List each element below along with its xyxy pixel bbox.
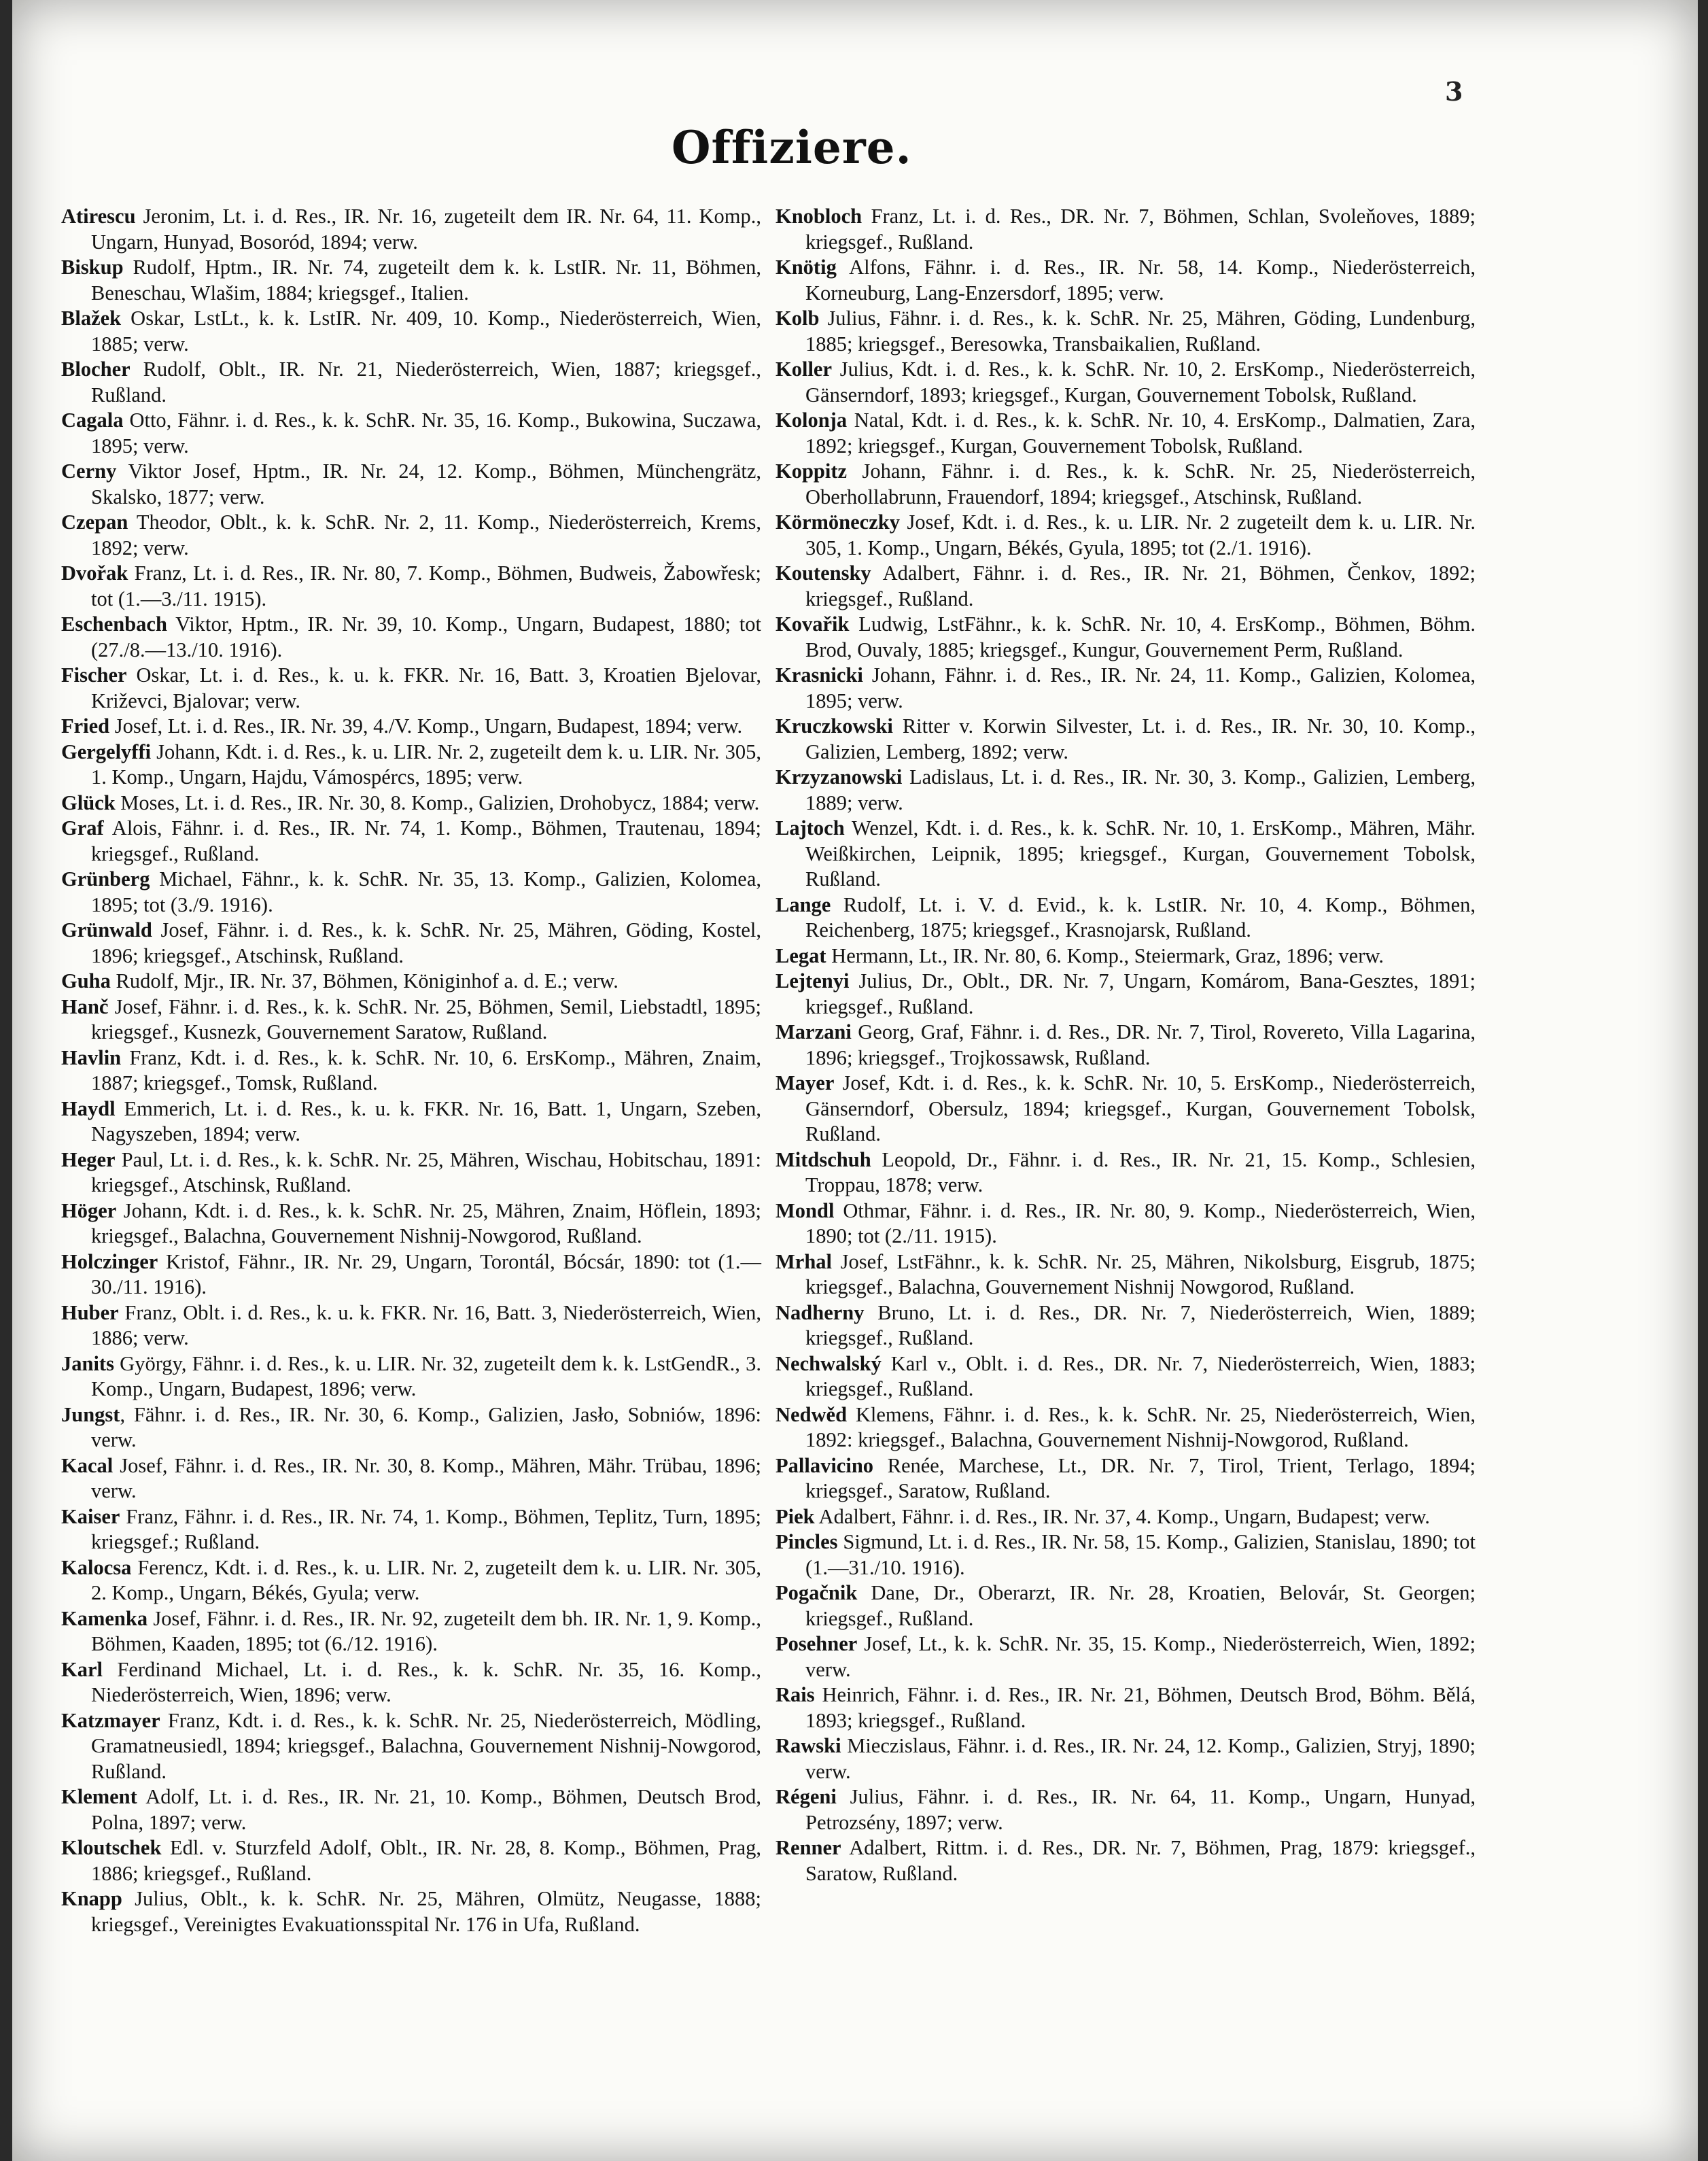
entry	[61, 459, 761, 510]
entry-details: Georg, Graf, Fähnr. i. d. Res., DR. Nr. 7, Tirol, Rovereto, Villa Lagarina, 1896; kriegsgef., Trojkossawsk, Rußland.	[805, 1020, 1476, 1069]
entry-details: Renée, Marchese, Lt., DR. Nr. 7, Tirol, Trient, Terlago, 1894; kriegsgef., Saratow, Rußland.	[805, 1453, 1476, 1502]
entry-details: Josef, Fähnr. i. d. Res., IR. Nr. 92, zugeteilt dem bh. IR. Nr. 1, 9. Komp., Böhmen, Kaaden, 1895; tot (6./12. 1916).	[91, 1606, 761, 1655]
entry	[775, 816, 1476, 893]
entry-details: Johann, Kdt. i. d. Res., k. u. LIR. Nr. 2, zugeteilt dem k. u. LIR. Nr. 305, 1. Komp., Ungarn, Hajdu, Vámospércs, 1895; verw.	[91, 740, 761, 789]
entry-surname: Régeni	[775, 1785, 837, 1808]
entry-surname: Jungst	[61, 1402, 120, 1426]
entry-details: Rudolf, Lt. i. V. d. Evid., k. k. LstIR. Nr. 10, 4. Komp., Böhmen, Reichenberg, 1875; kriegsgef., Krasnojarsk, Rußland.	[805, 893, 1476, 941]
entry	[61, 714, 761, 740]
entry	[61, 969, 761, 995]
entry-surname: Huber	[61, 1300, 119, 1324]
entry	[775, 357, 1476, 408]
entry-surname: Graf	[61, 816, 104, 840]
entry	[61, 1886, 761, 1937]
entry-details: Julius, Oblt., k. k. SchR. Nr. 25, Mähren, Olmütz, Neugasse, 1888; kriegsgef., Vereinigtes Evakuationsspital Nr. 176 in Ufa, Rußland.	[91, 1887, 761, 1936]
entry-surname: Atirescu	[61, 205, 136, 228]
entry-details: Adolf, Lt. i. d. Res., IR. Nr. 21, 10. Komp., Böhmen, Deutsch Brod, Polna, 1897; verw.	[91, 1785, 761, 1834]
entry	[775, 1300, 1476, 1351]
entry	[775, 1249, 1476, 1300]
entry-details: Josef, Fähnr. i. d. Res., IR. Nr. 30, 8. Komp., Mähren, Mähr. Trübau, 1896; verw.	[91, 1453, 761, 1502]
entry-details: Rudolf, Oblt., IR. Nr. 21, Niederösterreich, Wien, 1887; kriegsgef., Rußland.	[91, 358, 761, 407]
entry	[775, 1198, 1476, 1249]
entry	[61, 1351, 761, 1402]
page-number: 3	[1445, 76, 1463, 107]
entry-surname: Glück	[61, 791, 116, 814]
entry	[775, 561, 1476, 612]
entry-details: Johann, Fähnr. i. d. Res., k. k. SchR. Nr. 25, Niederösterreich, Oberhollabrunn, Frauendorf, 1894; kriegsgef., Atschinsk, Rußland.	[805, 460, 1476, 508]
entry	[61, 1300, 761, 1351]
entry-details: Rudolf, Hptm., IR. Nr. 74, zugeteilt dem k. k. LstIR. Nr. 11, Böhmen, Beneschau, Wlašim, 1884; kriegsgef., Italien.	[91, 256, 761, 305]
entry-surname: Biskup	[61, 256, 124, 279]
entry-details: Karl v., Oblt. i. d. Res., DR. Nr. 7, Niederösterreich, Wien, 1883; kriegsgef., Rußland.	[805, 1351, 1476, 1400]
entry-details: Franz, Kdt. i. d. Res., k. k. SchR. Nr. 10, 6. ErsKomp., Mähren, Znaim, 1887; kriegsgef., Tomsk, Rußland.	[91, 1045, 761, 1094]
entry-surname: Posehner	[775, 1632, 858, 1655]
entry-surname: Krzyzanowski	[775, 765, 903, 789]
entry	[775, 1351, 1476, 1402]
entry	[61, 1096, 761, 1147]
entry-details: , Fähnr. i. d. Res., IR. Nr. 30, 6. Komp., Galizien, Jasło, Sobniów, 1896: verw.	[91, 1402, 761, 1451]
entry-surname: Kovařik	[775, 612, 850, 636]
entry-surname: Mitdschuh	[775, 1147, 871, 1171]
entry	[775, 1147, 1476, 1198]
entry	[775, 1733, 1476, 1784]
entry-details: Ferdinand Michael, Lt. i. d. Res., k. k. SchR. Nr. 35, 16. Komp., Niederösterreich, Wien, 1896; verw.	[91, 1657, 761, 1706]
entry-surname: Knötig	[775, 256, 837, 279]
entry-details: Sigmund, Lt. i. d. Res., IR. Nr. 58, 15. Komp., Galizien, Stanislau, 1890; tot (1.—31./10. 1916).	[805, 1530, 1476, 1579]
entry	[61, 1835, 761, 1886]
entry-surname: Lajtoch	[775, 816, 845, 840]
entry-surname: Kaiser	[61, 1504, 120, 1528]
entry	[61, 1402, 761, 1453]
entry-details: Dane, Dr., Oberarzt, IR. Nr. 28, Kroatien, Belovár, St. Georgen; kriegsgef., Rußland.	[805, 1581, 1476, 1630]
entry	[775, 204, 1476, 255]
entry-surname: Dvořak	[61, 561, 128, 585]
entry	[775, 306, 1476, 357]
entry-details: Julius, Fähnr. i. d. Res., k. k. SchR. Nr. 25, Mähren, Göding, Lundenburg, 1885; kriegsgef., Beresowka, Transbaikalien, Rußland.	[805, 307, 1476, 356]
entry-details: Johann, Kdt. i. d. Res., k. k. SchR. Nr. 25, Mähren, Znaim, Höflein, 1893; kriegsgef., Balachna, Gouvernement Nishnij-Nowgorod, Rußland.	[91, 1198, 761, 1247]
entry-details: Josef, Lt., k. k. SchR. Nr. 35, 15. Komp., Niederösterreich, Wien, 1892; verw.	[805, 1632, 1476, 1681]
entry	[61, 306, 761, 357]
entry	[775, 663, 1476, 714]
entry-surname: Haydl	[61, 1096, 116, 1120]
entry-surname: Koller	[775, 358, 832, 381]
entry	[61, 1606, 761, 1657]
entry-surname: Kruczkowski	[775, 714, 893, 738]
entry-details: Mieczislaus, Fähnr. i. d. Res., IR. Nr. 24, 12. Komp., Galizien, Stryj, 1890; verw.	[805, 1734, 1476, 1783]
entry	[775, 1504, 1476, 1530]
entry-details: Alfons, Fähnr. i. d. Res., IR. Nr. 58, 14. Komp., Niederösterreich, Korneuburg, Lang-Enzersdorf, 1895; verw.	[805, 256, 1476, 305]
entry-details: Josef, Fähnr. i. d. Res., k. k. SchR. Nr. 25, Mähren, Göding, Kostel, 1896; kriegsgef., Atschinsk, Rußland.	[91, 918, 761, 967]
entry-surname: Pogačnik	[775, 1581, 858, 1604]
entry-details: Alois, Fähnr. i. d. Res., IR. Nr. 74, 1. Komp., Böhmen, Trautenau, 1894; kriegsgef., Rußland.	[91, 816, 761, 865]
entry-surname: Grünberg	[61, 867, 150, 891]
entry-details: Edl. v. Sturzfeld Adolf, Oblt., IR. Nr. 28, 8. Komp., Böhmen, Prag, 1886; kriegsgef., Rußland.	[91, 1836, 761, 1885]
entry	[775, 1020, 1476, 1071]
entry	[775, 459, 1476, 510]
entry-surname: Mondl	[775, 1198, 835, 1222]
entry-surname: Körmöneczky	[775, 511, 900, 534]
entry-details: Bruno, Lt. i. d. Res., DR. Nr. 7, Niederösterreich, Wien, 1889; kriegsgef., Rußland.	[805, 1300, 1476, 1349]
entry-details: Josef, LstFähnr., k. k. SchR. Nr. 25, Mähren, Nikolsburg, Eisgrub, 1875; kriegsgef., Balachna, Gouvernement Nishnij Nowgorod, Rußland.	[805, 1249, 1476, 1298]
entry	[775, 612, 1476, 663]
entry	[61, 204, 761, 255]
entry-details: Josef, Lt. i. d. Res., IR. Nr. 39, 4./V. Komp., Ungarn, Budapest, 1894; verw.	[109, 714, 743, 738]
entry-details: Ladislaus, Lt. i. d. Res., IR. Nr. 30, 3. Komp., Galizien, Lemberg, 1889; verw.	[805, 765, 1476, 814]
entry	[61, 1555, 761, 1606]
entry-details: Paul, Lt. i. d. Res., k. k. SchR. Nr. 25, Mähren, Wischau, Hobitschau, 1891: kriegsgef., Atschinsk, Rußland.	[91, 1147, 761, 1196]
entry	[775, 1580, 1476, 1631]
entry-surname: Nedwěd	[775, 1402, 848, 1426]
entry-details: Josef, Fähnr. i. d. Res., k. k. SchR. Nr. 25, Böhmen, Semil, Liebstadtl, 1895; kriegsgef., Kusnezk, Gouvernement Saratow, Rußland.	[91, 995, 761, 1043]
entry	[61, 663, 761, 714]
entry-details: György, Fähnr. i. d. Res., k. u. LIR. Nr. 32, zugeteilt dem k. k. LstGendR., 3. Komp., Ungarn, Budapest, 1896; verw.	[91, 1351, 761, 1400]
entry-details: Otto, Fähnr. i. d. Res., k. k. SchR. Nr. 35, 16. Komp., Bukowina, Suczawa, 1895; verw.	[91, 409, 761, 457]
entry-details: Josef, Kdt. i. d. Res., k. u. LIR. Nr. 2 zugeteilt dem k. u. LIR. Nr. 305, 1. Komp., Ungarn, Békés, Gyula, 1895; tot (2./1. 1916).	[805, 511, 1476, 559]
entry	[775, 944, 1476, 969]
entry-details: Othmar, Fähnr. i. d. Res., IR. Nr. 80, 9. Komp., Niederösterreich, Wien, 1890; tot (2./11. 1915).	[805, 1198, 1476, 1247]
entry-surname: Gergelyffi	[61, 740, 152, 763]
entry-surname: Klement	[61, 1785, 137, 1808]
entry	[775, 408, 1476, 459]
entry-details: Michael, Fähnr., k. k. SchR. Nr. 35, 13. Komp., Galizien, Kolomea, 1895; tot (3./9. 1916).	[91, 867, 761, 916]
entry-surname: Czepan	[61, 511, 128, 534]
entry-surname: Koutensky	[775, 561, 871, 585]
entry-details: Adalbert, Fähnr. i. d. Res., IR. Nr. 21, Böhmen, Čenkov, 1892; kriegsgef., Rußland.	[805, 561, 1476, 610]
entry-surname: Kalocsa	[61, 1555, 132, 1579]
entry-surname: Koppitz	[775, 460, 848, 483]
entry-surname: Blocher	[61, 358, 130, 381]
entry-details: Viktor, Hptm., IR. Nr. 39, 10. Komp., Ungarn, Budapest, 1880; tot (27./8.—13./10. 1916).	[91, 612, 761, 661]
entry-surname: Nadherny	[775, 1300, 865, 1324]
entry-surname: Renner	[775, 1836, 841, 1859]
entry	[775, 1835, 1476, 1886]
entry-surname: Eschenbach	[61, 612, 167, 636]
entry-surname: Krasnicki	[775, 663, 863, 687]
entry-surname: Karl	[61, 1657, 103, 1681]
entry-surname: Marzani	[775, 1020, 852, 1043]
entry-details: Adalbert, Rittm. i. d. Res., DR. Nr. 7, Böhmen, Prag, 1879: kriegsgef., Saratow, Rußland.	[805, 1836, 1476, 1885]
entry-details: Hermann, Lt., IR. Nr. 80, 6. Komp., Steiermark, Graz, 1896; verw.	[826, 944, 1384, 967]
entry	[775, 1784, 1476, 1835]
entry-details: Ludwig, LstFähnr., k. k. SchR. Nr. 10, 4. ErsKomp., Böhmen, Böhm. Brod, Ouvaly, 1885; kriegsgef., Kungur, Gouvernement Perm, Rußland.	[805, 612, 1476, 661]
entry-details: Natal, Kdt. i. d. Res., k. k. SchR. Nr. 10, 4. ErsKomp., Dalmatien, Zara, 1892; kriegsgef., Kurgan, Gouvernement Tobolsk, Rußland.	[805, 409, 1476, 457]
entry	[775, 255, 1476, 306]
entry-details: Jeronim, Lt. i. d. Res., IR. Nr. 16, zugeteilt dem IR. Nr. 64, 11. Komp., Ungarn, Hunyad, Bosoród, 1894; verw.	[91, 205, 761, 254]
entry-surname: Kacal	[61, 1453, 114, 1477]
entry-details: Wenzel, Kdt. i. d. Res., k. k. SchR. Nr. 10, 1. ErsKomp., Mähren, Mähr. Weißkirchen, Leipnik, 1895; kriegsgef., Kurgan, Gouvernement Tobolsk, Rußland.	[805, 816, 1476, 891]
entry-details: Franz, Fähnr. i. d. Res., IR. Nr. 74, 1. Komp., Böhmen, Teplitz, Turn, 1895; kriegsgef.; Rußland.	[91, 1504, 761, 1553]
entry	[775, 969, 1476, 1020]
entry	[61, 1504, 761, 1555]
entry	[775, 1402, 1476, 1453]
entry-surname: Piek	[775, 1504, 815, 1528]
entry	[775, 510, 1476, 561]
entry	[61, 408, 761, 459]
entry	[61, 561, 761, 612]
entry-surname: Blažek	[61, 307, 122, 330]
entry-surname: Lange	[775, 893, 831, 916]
entry-surname: Kolonja	[775, 409, 848, 432]
entry-surname: Knapp	[61, 1887, 122, 1910]
page-title: Offiziere.	[672, 121, 912, 174]
entry-surname: Rais	[775, 1683, 815, 1706]
entry	[775, 893, 1476, 944]
left-column	[61, 204, 761, 1937]
entry-surname: Havlin	[61, 1045, 122, 1069]
right-column	[775, 204, 1476, 1886]
entry-surname: Holczinger	[61, 1249, 158, 1273]
entry	[61, 918, 761, 969]
entry	[61, 867, 761, 918]
entry	[61, 1198, 761, 1249]
entry	[775, 1631, 1476, 1682]
entry	[775, 1453, 1476, 1504]
entry-details: Johann, Fähnr. i. d. Res., IR. Nr. 24, 11. Komp., Galizien, Kolomea, 1895; verw.	[805, 663, 1476, 712]
entry-surname: Kloutschek	[61, 1836, 162, 1859]
entry-surname: Pincles	[775, 1530, 838, 1553]
entry	[61, 791, 761, 816]
entry-surname: Legat	[775, 944, 826, 967]
entry-surname: Fischer	[61, 663, 127, 687]
entry	[61, 255, 761, 306]
document-page	[12, 0, 1698, 2161]
entry-details: Theodor, Oblt., k. k. SchR. Nr. 2, 11. Komp., Niederösterreich, Krems, 1892; verw.	[91, 511, 761, 559]
entry	[61, 1453, 761, 1504]
entry-surname: Höger	[61, 1198, 117, 1222]
entry-surname: Fried	[61, 714, 110, 738]
entry-surname: Hanč	[61, 995, 109, 1018]
entry-surname: Katzmayer	[61, 1708, 160, 1732]
entry-details: Oskar, LstLt., k. k. LstIR. Nr. 409, 10. Komp., Niederösterreich, Wien, 1885; verw.	[91, 307, 761, 356]
entry-details: Oskar, Lt. i. d. Res., k. u. k. FKR. Nr. 16, Batt. 3, Kroatien Bjelovar, Križevci, Bjalovar; verw.	[91, 663, 761, 712]
entry-details: Ferencz, Kdt. i. d. Res., k. u. LIR. Nr. 2, zugeteilt dem k. u. LIR. Nr. 305, 2. Komp., Ungarn, Békés, Gyula; verw.	[91, 1555, 761, 1604]
entry-surname: Mayer	[775, 1071, 835, 1094]
entry-surname: Grünwald	[61, 918, 152, 941]
entry	[775, 714, 1476, 765]
entry	[775, 765, 1476, 816]
entry-details: Josef, Kdt. i. d. Res., k. k. SchR. Nr. 10, 5. ErsKomp., Niederösterreich, Gänserndorf, Obersulz, 1894; kriegsgef., Kurgan, Gouvernement Tobolsk, Rußland.	[805, 1071, 1476, 1145]
entry	[61, 1249, 761, 1300]
entry	[775, 1529, 1476, 1580]
entry	[61, 1045, 761, 1096]
entry	[61, 995, 761, 1045]
entry-surname: Pallavicino	[775, 1453, 874, 1477]
entry-details: Emmerich, Lt. i. d. Res., k. u. k. FKR. Nr. 16, Batt. 1, Ungarn, Szeben, Nagyszeben, 1894; verw.	[91, 1096, 761, 1145]
entry-details: Franz, Lt. i. d. Res., IR. Nr. 80, 7. Komp., Böhmen, Budweis, Žabowřesk; tot (1.—3./11. 1915).	[91, 561, 761, 610]
entry-details: Julius, Kdt. i. d. Res., k. k. SchR. Nr. 10, 2. ErsKomp., Niederösterreich, Gänserndorf, 1893; kriegsgef., Kurgan, Gouvernement Tobolsk, Rußland.	[805, 358, 1476, 407]
entry-surname: Kamenka	[61, 1606, 148, 1630]
entry-details: Klemens, Fähnr. i. d. Res., k. k. SchR. Nr. 25, Niederösterreich, Wien, 1892: kriegsgef., Balachna, Gouvernement Nishnij-Nowgorod, Rußland.	[805, 1402, 1476, 1451]
entry-surname: Knobloch	[775, 205, 862, 228]
entry-details: Franz, Oblt. i. d. Res., k. u. k. FKR. Nr. 16, Batt. 3, Niederösterreich, Wien, 1886; verw.	[91, 1300, 761, 1349]
entry-details: Heinrich, Fähnr. i. d. Res., IR. Nr. 21, Böhmen, Deutsch Brod, Böhm. Bělá, 1893; kriegsgef., Rußland.	[805, 1683, 1476, 1732]
entry	[61, 510, 761, 561]
entry-details: Leopold, Dr., Fähnr. i. d. Res., IR. Nr. 21, 15. Komp., Schlesien, Troppau, 1878; verw.	[805, 1147, 1476, 1196]
entry	[61, 1147, 761, 1198]
entry	[61, 1708, 761, 1785]
entry	[61, 740, 761, 791]
entry-surname: Janits	[61, 1351, 114, 1375]
entry-surname: Cagala	[61, 409, 124, 432]
entry-surname: Rawski	[775, 1734, 841, 1757]
entry-details: Viktor Josef, Hptm., IR. Nr. 24, 12. Komp., Böhmen, Münchengrätz, Skalsko, 1877; verw.	[91, 460, 761, 508]
entry-surname: Mrhal	[775, 1249, 833, 1273]
entry-surname: Guha	[61, 969, 111, 992]
entry-details: Rudolf, Mjr., IR. Nr. 37, Böhmen, Königinhof a. d. E.; verw.	[110, 969, 618, 992]
entry	[61, 357, 761, 408]
entry	[775, 1071, 1476, 1147]
entry-surname: Heger	[61, 1147, 116, 1171]
entry-details: Moses, Lt. i. d. Res., IR. Nr. 30, 8. Komp., Galizien, Drohobycz, 1884; verw.	[115, 791, 760, 814]
entry	[61, 816, 761, 867]
entry-details: Kristof, Fähnr., IR. Nr. 29, Ungarn, Torontál, Bócsár, 1890: tot (1.—30./11. 1916).	[91, 1249, 761, 1298]
entry-surname: Lejtenyi	[775, 969, 850, 992]
entry-surname: Kolb	[775, 307, 820, 330]
entry-surname: Cerny	[61, 460, 117, 483]
entry-surname: Nechwalský	[775, 1351, 882, 1375]
entry	[61, 1657, 761, 1708]
entry	[61, 612, 761, 663]
entry-details: Ritter v. Korwin Silvester, Lt. i. d. Res., IR. Nr. 30, 10. Komp., Galizien, Lemberg, 1892; verw.	[805, 714, 1476, 763]
entry-details: Julius, Dr., Oblt., DR. Nr. 7, Ungarn, Komárom, Bana-Gesztes, 1891; kriegsgef., Rußland.	[805, 969, 1476, 1018]
entry-details: Franz, Kdt. i. d. Res., k. k. SchR. Nr. 25, Niederösterreich, Mödling, Gramatneusiedl, 1894; kriegsgef., Balachna, Gouvernement Nishnij-Nowgorod, Rußland.	[91, 1708, 761, 1783]
entry	[775, 1682, 1476, 1733]
entry-details: Julius, Fähnr. i. d. Res., IR. Nr. 64, 11. Komp., Ungarn, Hunyad, Petrozsény, 1897; verw.	[805, 1785, 1476, 1834]
entry-details: Adalbert, Fähnr. i. d. Res., IR. Nr. 37, 4. Komp., Ungarn, Budapest; verw.	[814, 1504, 1430, 1528]
entry-details: Franz, Lt. i. d. Res., DR. Nr. 7, Böhmen, Schlan, Svoleňoves, 1889; kriegsgef., Rußland.	[805, 205, 1476, 254]
entry	[61, 1784, 761, 1835]
